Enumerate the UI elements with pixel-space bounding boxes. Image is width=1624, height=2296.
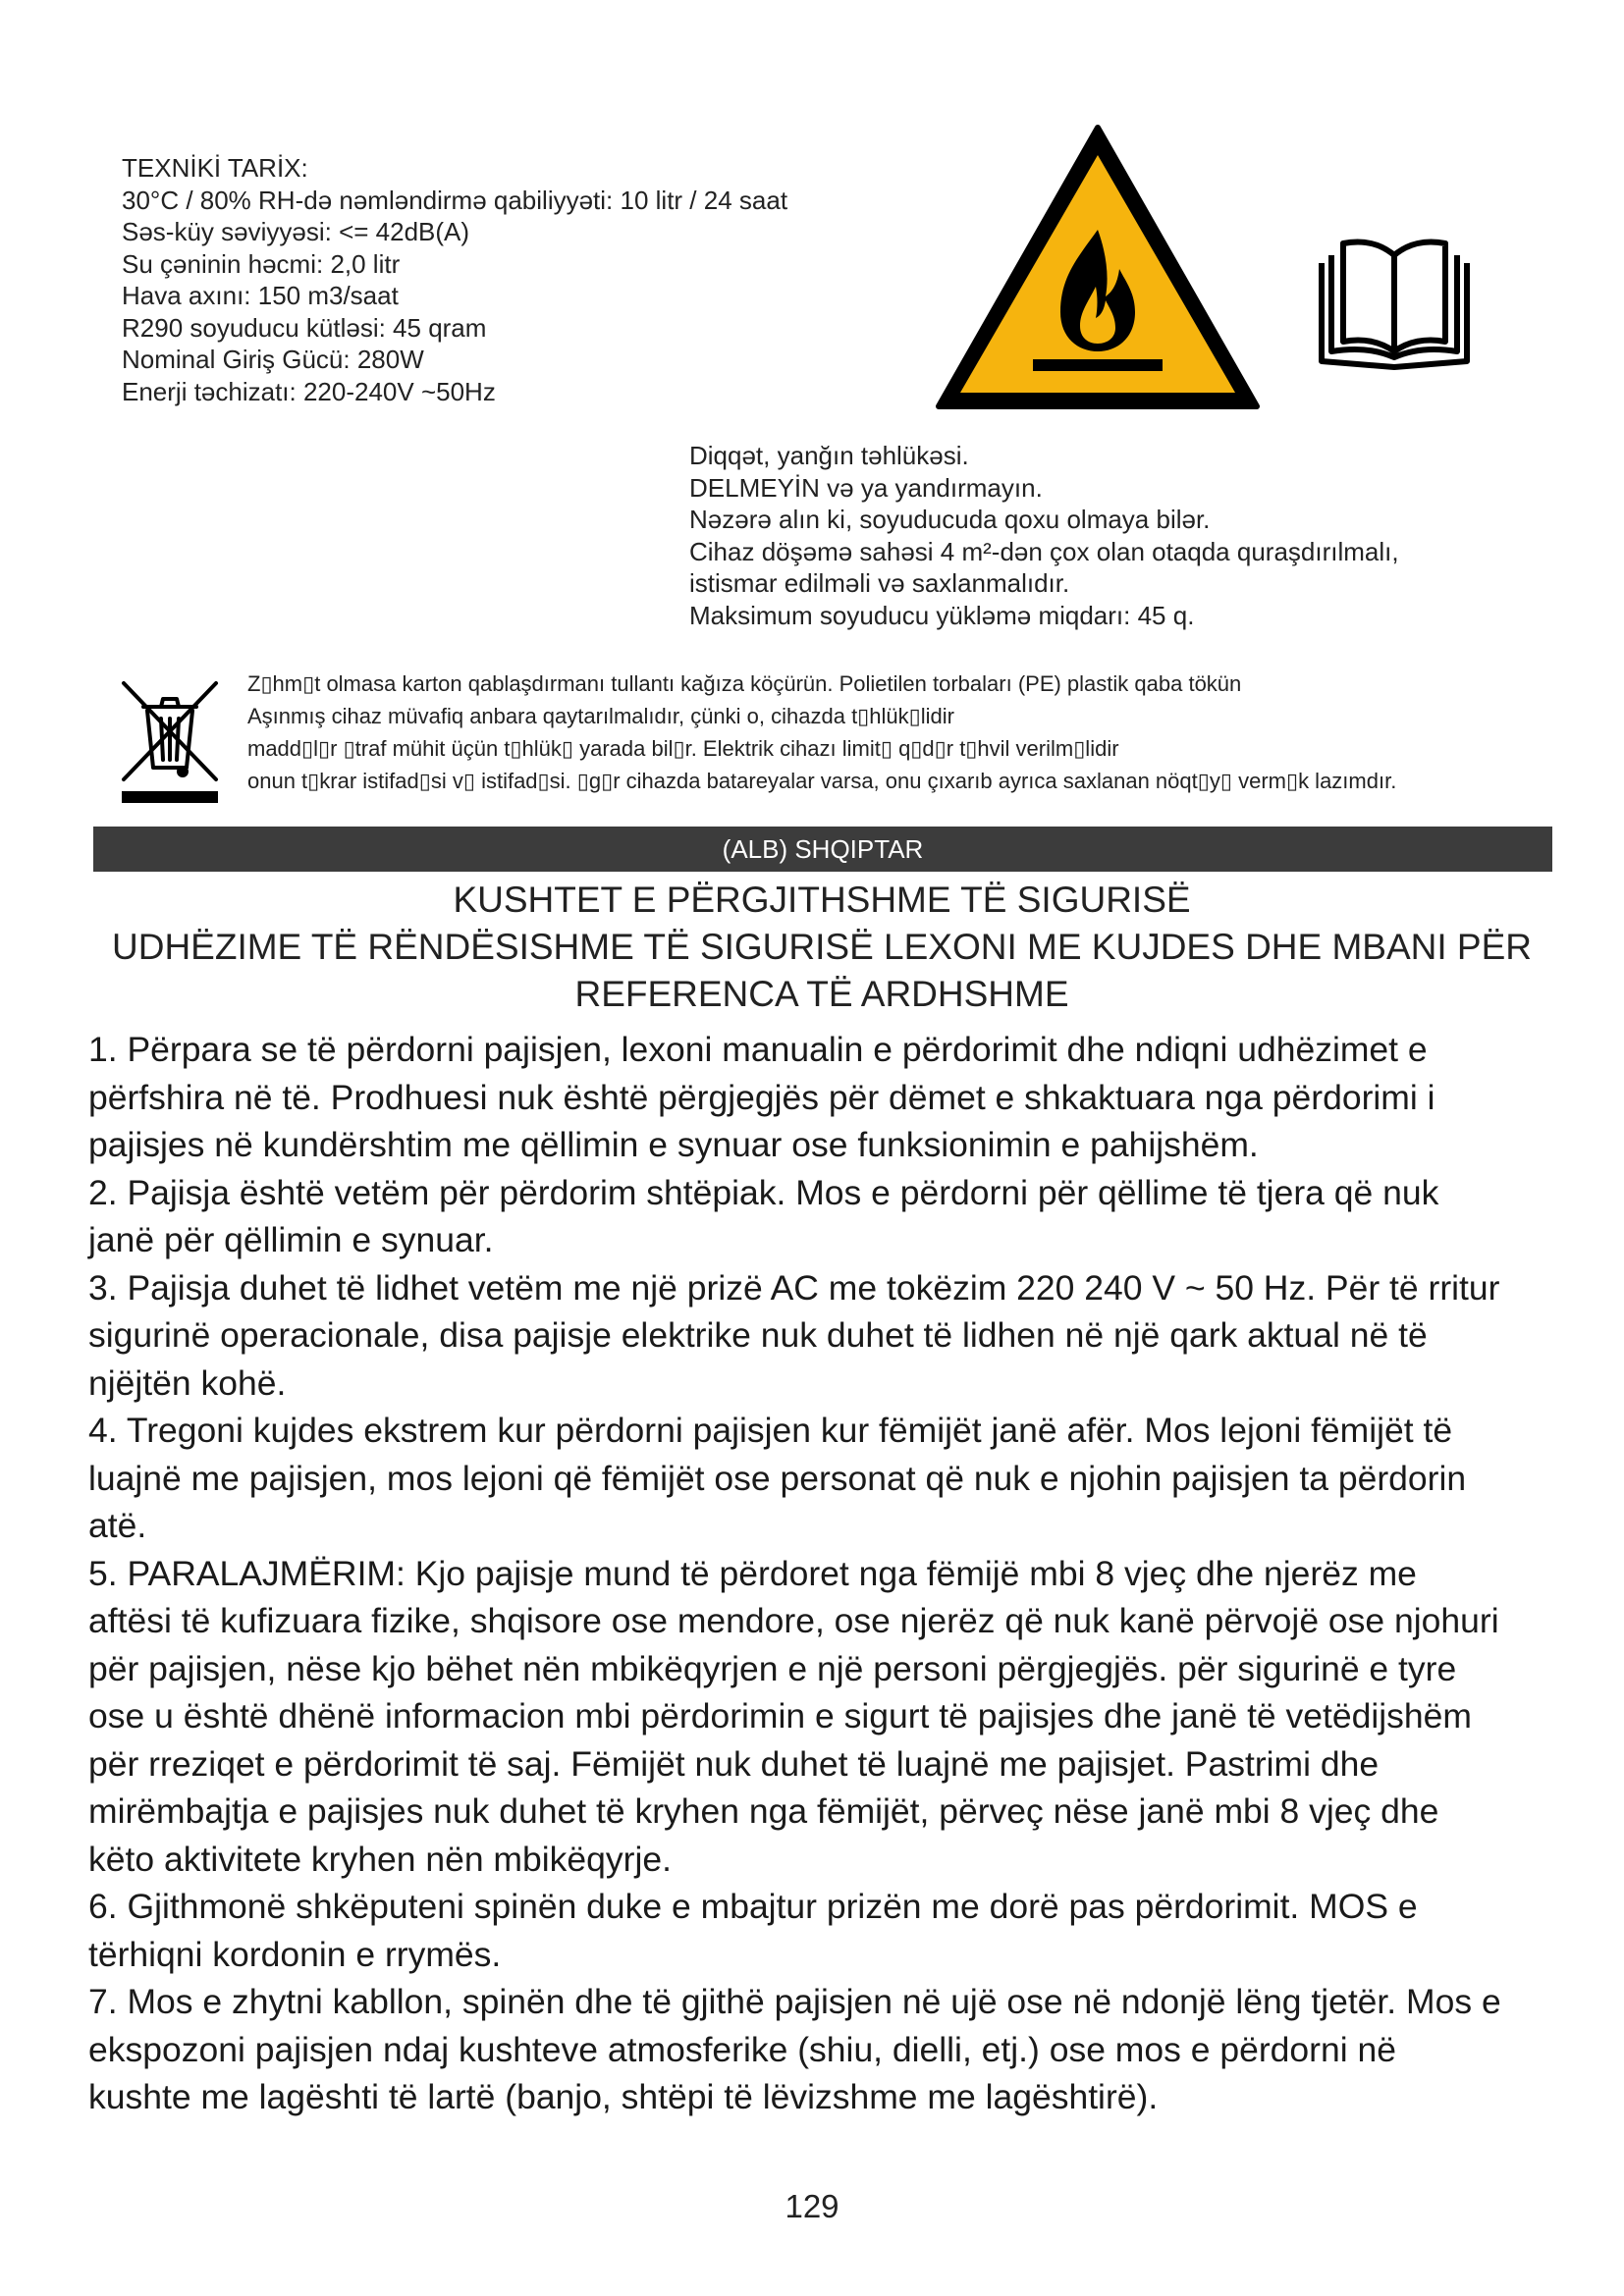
body-line: njëjtën kohë. [88, 1362, 287, 1403]
body-line: luajnë me pajisjen, mos lejoni që fëmijët ose personat që nuk e njohin pajisjen ta përdorin [88, 1458, 1467, 1498]
language-bar: (ALB) SHQIPTAR [93, 827, 1552, 872]
spec-line: Səs-küy səviyyəsi: <= 42dB(A) [122, 217, 470, 246]
caution-block [689, 440, 1399, 631]
disposal-line: Aşınmış cihaz müvafiq anbara qaytarılmalıdır, çünki o, cihazda t▯hlük▯lidir [247, 704, 954, 728]
body-line: për rreziqet e përdorimit të saj. Fëmijët nuk duhet të luajnë me pajisjet. Pastrimi dhe [88, 1743, 1380, 1784]
body-line: ose u është dhënë informacion mbi përdorimin e sigurt të pajisjes dhe janë të vetëdijshëm [88, 1696, 1472, 1735]
caution-line: istismar edilməli və saxlanmalıdır. [689, 568, 1070, 598]
caution-line: Maksimum soyuducu yükləmə miqdarı: 45 q. [689, 600, 1195, 630]
caution-line: DELMEYİN və ya yandırmayın. [689, 472, 1043, 503]
safety-title-line: UDHËZIME TË RËNDËSISHME TË SIGURISË LEXONI ME KUJDES DHE MBANI PËR [112, 927, 1532, 967]
body-line: 6. Gjithmonë shkëputeni spinën duke e mbajtur prizën me dorë pas përdorimit. MOS e [88, 1887, 1418, 1926]
body-line: tërhiqni kordonin e rrymës. [88, 1934, 502, 1974]
spec-line: Su çəninin həcmi: 2,0 litr [122, 248, 401, 279]
disposal-line: onun t▯krar istifad▯si v▯ istifad▯si. ▯g▯r cihazda batareyalar varsa, onu çıxarıb ayrıca saxlanan nöqt▯y▯ verm▯k lazımdır. [247, 769, 1397, 793]
caution-line: Diqqət, yanğın təhlükəsi. [689, 441, 969, 470]
body-line: 2. Pajisja është vetëm për përdorim shtëpiak. Mos e përdorni për qëllime të tjera që nuk [88, 1172, 1439, 1212]
body-line: aftësi të kufizuara fizike, shqisore ose mendore, ose njerëz që nuk kanë përvojë ose njohuri [88, 1601, 1499, 1640]
body-line: kushte me lagështi të lartë (banjo, shtëpi të lëvizshme me lagështirë). [88, 2077, 1159, 2116]
spec-line: Enerji təchizatı: 220-240V ~50Hz [122, 376, 496, 406]
technical-specs [122, 152, 787, 407]
crossed-out-bin-icon [118, 677, 222, 805]
body-line: 5. PARALAJMËRIM: Kjo pajisje mund të përdoret nga fëmijë mbi 8 vjeç dhe njerëz me [88, 1553, 1417, 1593]
body-line: 1. Përpara se të përdorni pajisjen, lexoni manualin e përdorimit dhe ndiqni udhëzimet e [88, 1030, 1428, 1069]
caution-line: Cihaz döşəmə sahəsi 4 m²-dən çox olan otaqda quraşdırılmalı, [689, 536, 1399, 566]
disposal-line: madd▯l▯r ▯traf mühit üçün t▯hlük▯ yarada bil▯r. Elektrik cihazı limit▯ q▯d▯r t▯hvil verilm▯lidir [247, 736, 1119, 761]
body-line: këto aktivitete kryhen nën mbikëqyrje. [88, 1839, 672, 1879]
body-line: janë për qëllimin e synuar. [88, 1220, 494, 1259]
body-line: sigurinë operacionale, disa pajisje elektrike nuk duhet të lidhen në një qark aktual në të [88, 1315, 1428, 1355]
read-manual-icon [1316, 234, 1473, 373]
safety-instructions [88, 1026, 1501, 2121]
technical-specs-heading: TEXNİKİ TARİX: [122, 153, 308, 183]
body-line: për pajisjen, nëse kjo bëhet nën mbikëqyrjen e një personi përgjegjës. për sigurinë e tyre [88, 1648, 1457, 1688]
body-line: pajisjes në kundërshtim me qëllimin e synuar ose funksionimin e pahijshëm. [88, 1125, 1259, 1164]
safety-title [88, 877, 1555, 1018]
spec-line: R290 soyuducu kütləsi: 45 qram [122, 312, 487, 343]
flammable-warning-icon [931, 120, 1265, 414]
body-line: 4. Tregoni kujdes ekstrem kur përdorni pajisjen kur fëmijët janë afër. Mos lejoni fëmijët të [88, 1411, 1453, 1450]
disposal-line: Z▯hm▯t olmasa karton qablaşdırmanı tullantı kağıza köçürün. Polietilen torbaları (PE) plastik qaba tökün [247, 671, 1242, 696]
spec-line: 30°C / 80% RH-də nəmləndirmə qabiliyyəti: 10 litr / 24 saat [122, 185, 788, 215]
body-line: atë. [88, 1506, 147, 1545]
body-line: përfshira në të. Prodhuesi nuk është përgjegjës për dëmet e shkaktuara nga përdorimi i [88, 1077, 1435, 1117]
spec-line: Nominal Giriş Gücü: 280W [122, 345, 424, 374]
body-line: ekspozoni pajisjen ndaj kushteve atmosferike (shiu, dielli, etj.) ose mos e përdorni në [88, 2029, 1396, 2069]
safety-title-line: REFERENCA TË ARDHSHME [574, 974, 1069, 1014]
caution-line: Nəzərə alın ki, soyuducuda qoxu olmaya bilər. [689, 505, 1211, 534]
safety-title-line: KUSHTET E PËRGJITHSHME TË SIGURISË [453, 880, 1191, 920]
body-line: 7. Mos e zhytni kabllon, spinën dhe të gjithë pajisjen në ujë ose në ndonjë lëng tjetër. Mos e [88, 1982, 1501, 2021]
body-line: 3. Pajisja duhet të lidhet vetëm me një prizë AC me tokëzim 220 240 V ~ 50 Hz. Për të rritur [88, 1267, 1500, 1308]
disposal-block [247, 667, 1396, 797]
body-line: mirëmbajtja e pajisjes nuk duhet të kryhen nga fëmijët, përveç nëse janë mbi 8 vjeç dhe [88, 1791, 1439, 1831]
page-number: 129 [785, 2188, 839, 2224]
spec-line: Hava axını: 150 m3/saat [122, 281, 399, 310]
